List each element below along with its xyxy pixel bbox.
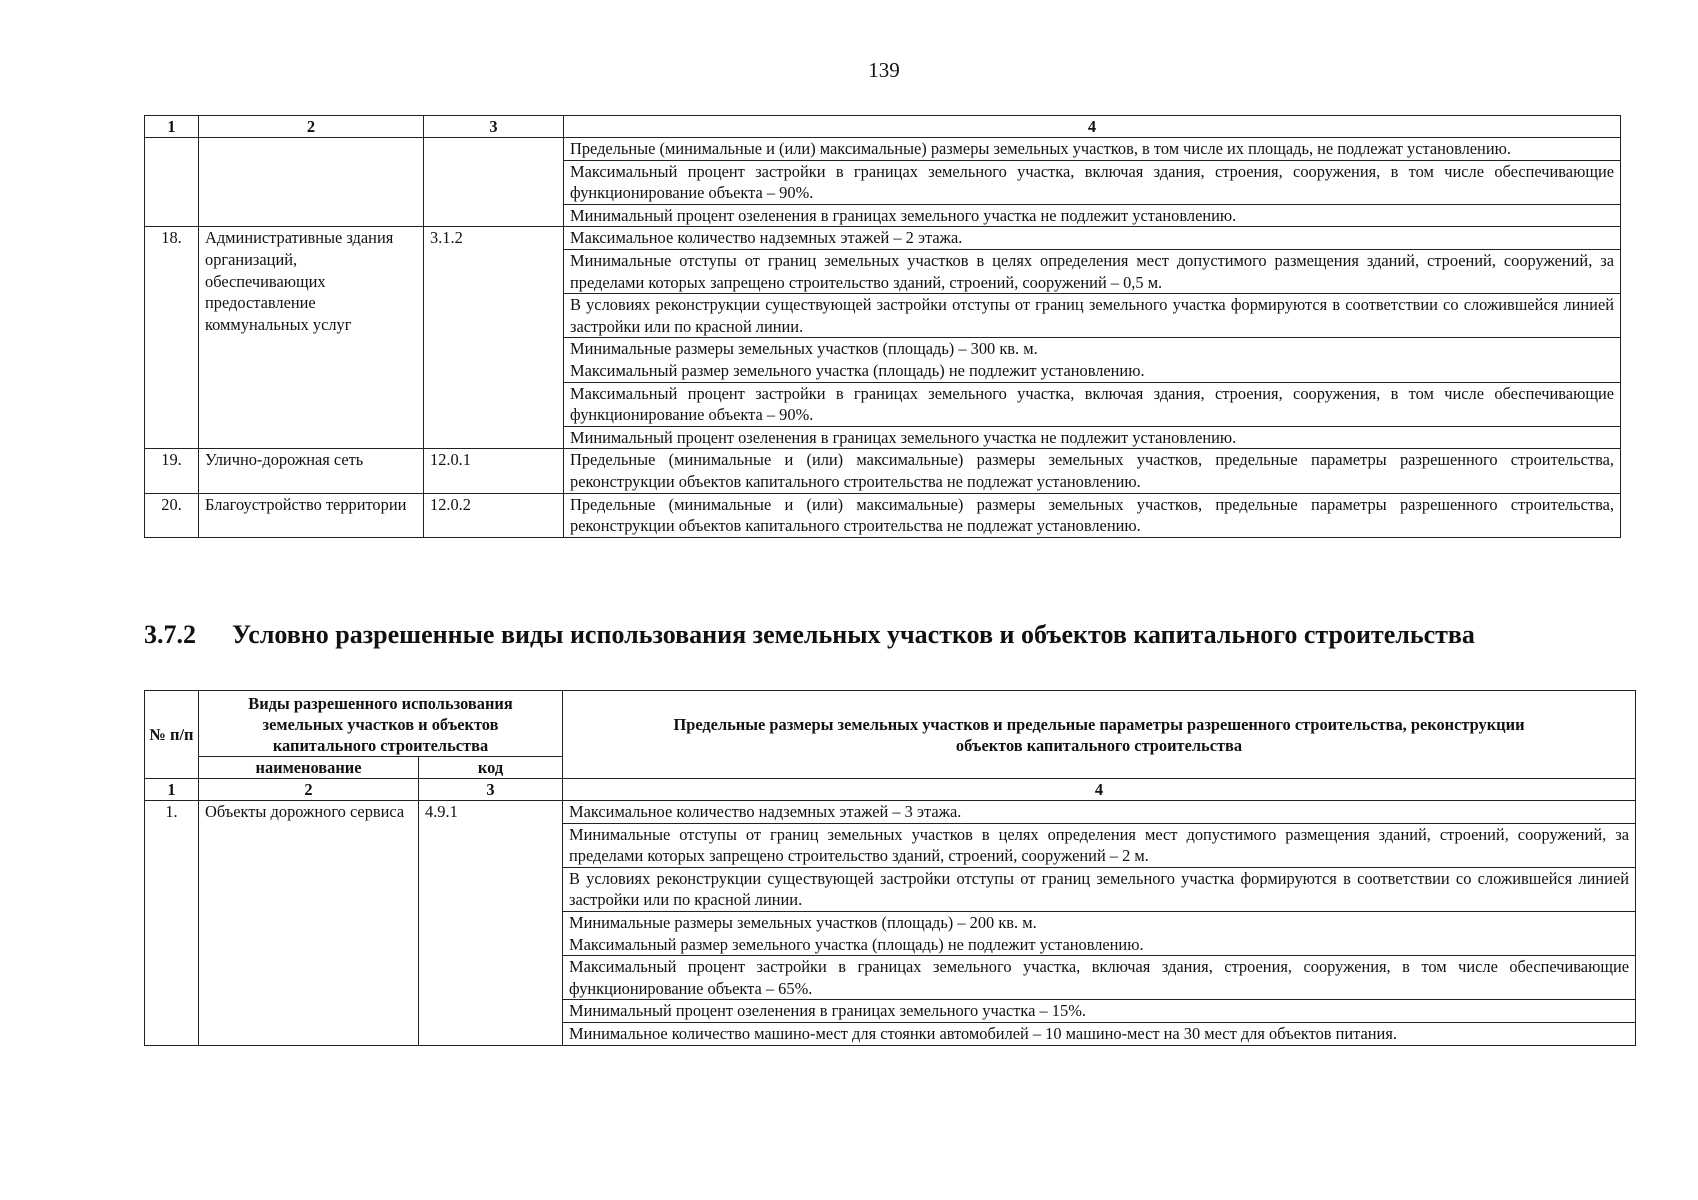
- num-cell: 1.: [145, 801, 199, 1046]
- code-cell: [424, 138, 564, 227]
- code-cell: 12.0.1: [424, 449, 564, 493]
- param-cell: Предельные (минимальные и (или) максимальные) размеры земельных участков, в том числе их площадь, не подлежат установлению.: [564, 138, 1621, 161]
- num-cell: 18.: [145, 227, 199, 449]
- table-row: [145, 227, 1621, 250]
- code-cell: 3.1.2: [424, 227, 564, 449]
- col-types-header: Виды разрешенного использования земельных участков и объектов капитального строительства: [199, 691, 563, 757]
- param-cell: Максимальный процент застройки в границах земельного участка, включая здания, строения, сооружения, в том числе обеспечивающие функционирование объекта – 90%.: [564, 382, 1621, 426]
- col-name-header: наименование: [199, 757, 419, 779]
- num-cell: 20.: [145, 493, 199, 537]
- section-heading: [144, 620, 1664, 650]
- param-cell: Минимальное количество машино-мест для стоянки автомобилей – 10 машино-мест на 30 мест для объектов питания.: [563, 1022, 1636, 1045]
- table-row: [145, 138, 1621, 161]
- param-cell: Минимальный процент озеленения в границах земельного участка не подлежит установлению.: [564, 426, 1621, 449]
- header-cell: 2: [199, 779, 419, 801]
- col-limits-header: Предельные размеры земельных участков и предельные параметры разрешенного строительства, реконструкции объектов капитального строительства: [563, 691, 1636, 779]
- param-cell: Предельные (минимальные и (или) максимальные) размеры земельных участков, предельные параметры разрешенного строительства, реконструкции объектов капитального строительства не подлежат установлению.: [564, 493, 1621, 537]
- name-cell: Административные здания организаций, обеспечивающих предоставление коммунальных услуг: [199, 227, 424, 449]
- param-cell: Минимальные размеры земельных участков (площадь) – 300 кв. м. Максимальный размер земельного участка (площадь) не подлежит установлению.: [564, 338, 1621, 382]
- table-row: [145, 493, 1621, 537]
- col-num-header: № п/п: [145, 691, 199, 779]
- param-cell: Минимальные размеры земельных участков (площадь) – 200 кв. м. Максимальный размер земельного участка (площадь) не подлежит установлению.: [563, 911, 1636, 955]
- header-cell: 3: [419, 779, 563, 801]
- header-cell: 3: [424, 116, 564, 138]
- param-cell: Минимальные отступы от границ земельных участков в целях определения мест допустимого размещения зданий, строений, сооружений, за пределами которых запрещено строительство зданий, строений, сооружений – 2 м.: [563, 823, 1636, 867]
- param-cell: Минимальный процент озеленения в границах земельного участка – 15%.: [563, 1000, 1636, 1023]
- code-cell: 12.0.2: [424, 493, 564, 537]
- param-cell: Максимальное количество надземных этажей – 2 этажа.: [564, 227, 1621, 250]
- header-cell: 4: [563, 779, 1636, 801]
- num-cell: 19.: [145, 449, 199, 493]
- param-cell: Предельные (минимальные и (или) максимальные) размеры земельных участков, предельные параметры разрешенного строительства, реконструкции объектов капитального строительства не подлежат установлению.: [564, 449, 1621, 493]
- header-cell: 2: [199, 116, 424, 138]
- bottom-table-numbers-row: [145, 779, 1636, 801]
- section-number: 3.7.2: [144, 620, 196, 649]
- name-cell: [199, 138, 424, 227]
- top-table-header-row: [145, 116, 1621, 138]
- param-cell: Максимальный процент застройки в границах земельного участка, включая здания, строения, сооружения, в том числе обеспечивающие функционирование объекта – 65%.: [563, 956, 1636, 1000]
- code-cell: 4.9.1: [419, 801, 563, 1046]
- name-cell: Улично-дорожная сеть: [199, 449, 424, 493]
- param-cell: Максимальный процент застройки в границах земельного участка, включая здания, строения, сооружения, в том числе обеспечивающие функционирование объекта – 90%.: [564, 160, 1621, 204]
- section-title-text: Условно разрешенные виды использования земельных участков и объектов капитального строительства: [232, 620, 1475, 649]
- table-row: [145, 449, 1621, 493]
- col-code-header: код: [419, 757, 563, 779]
- param-cell: Минимальные отступы от границ земельных участков в целях определения мест допустимого размещения зданий, строений, сооружений, за пределами которых запрещено строительство зданий, строений, сооружений – 0,5 м.: [564, 249, 1621, 293]
- header-cell: 4: [564, 116, 1621, 138]
- header-cell: 1: [145, 116, 199, 138]
- name-cell: Благоустройство территории: [199, 493, 424, 537]
- header-cell: 1: [145, 779, 199, 801]
- param-cell: В условиях реконструкции существующей застройки отступы от границ земельного участка формируются в соответствии со сложившейся линией застройки или по красной линии.: [563, 867, 1636, 911]
- bottom-table-header-row: [145, 691, 1636, 757]
- param-cell: Минимальный процент озеленения в границах земельного участка не подлежит установлению.: [564, 204, 1621, 227]
- table-row: [145, 801, 1636, 824]
- page-number: 139: [868, 58, 900, 82]
- name-cell: Объекты дорожного сервиса: [199, 801, 419, 1046]
- num-cell: [145, 138, 199, 227]
- bottom-table: [144, 690, 1636, 1046]
- param-cell: В условиях реконструкции существующей застройки отступы от границ земельного участка формируются в соответствии со сложившейся линией застройки или по красной линии.: [564, 294, 1621, 338]
- param-cell: Максимальное количество надземных этажей – 3 этажа.: [563, 801, 1636, 824]
- top-table: [144, 115, 1621, 538]
